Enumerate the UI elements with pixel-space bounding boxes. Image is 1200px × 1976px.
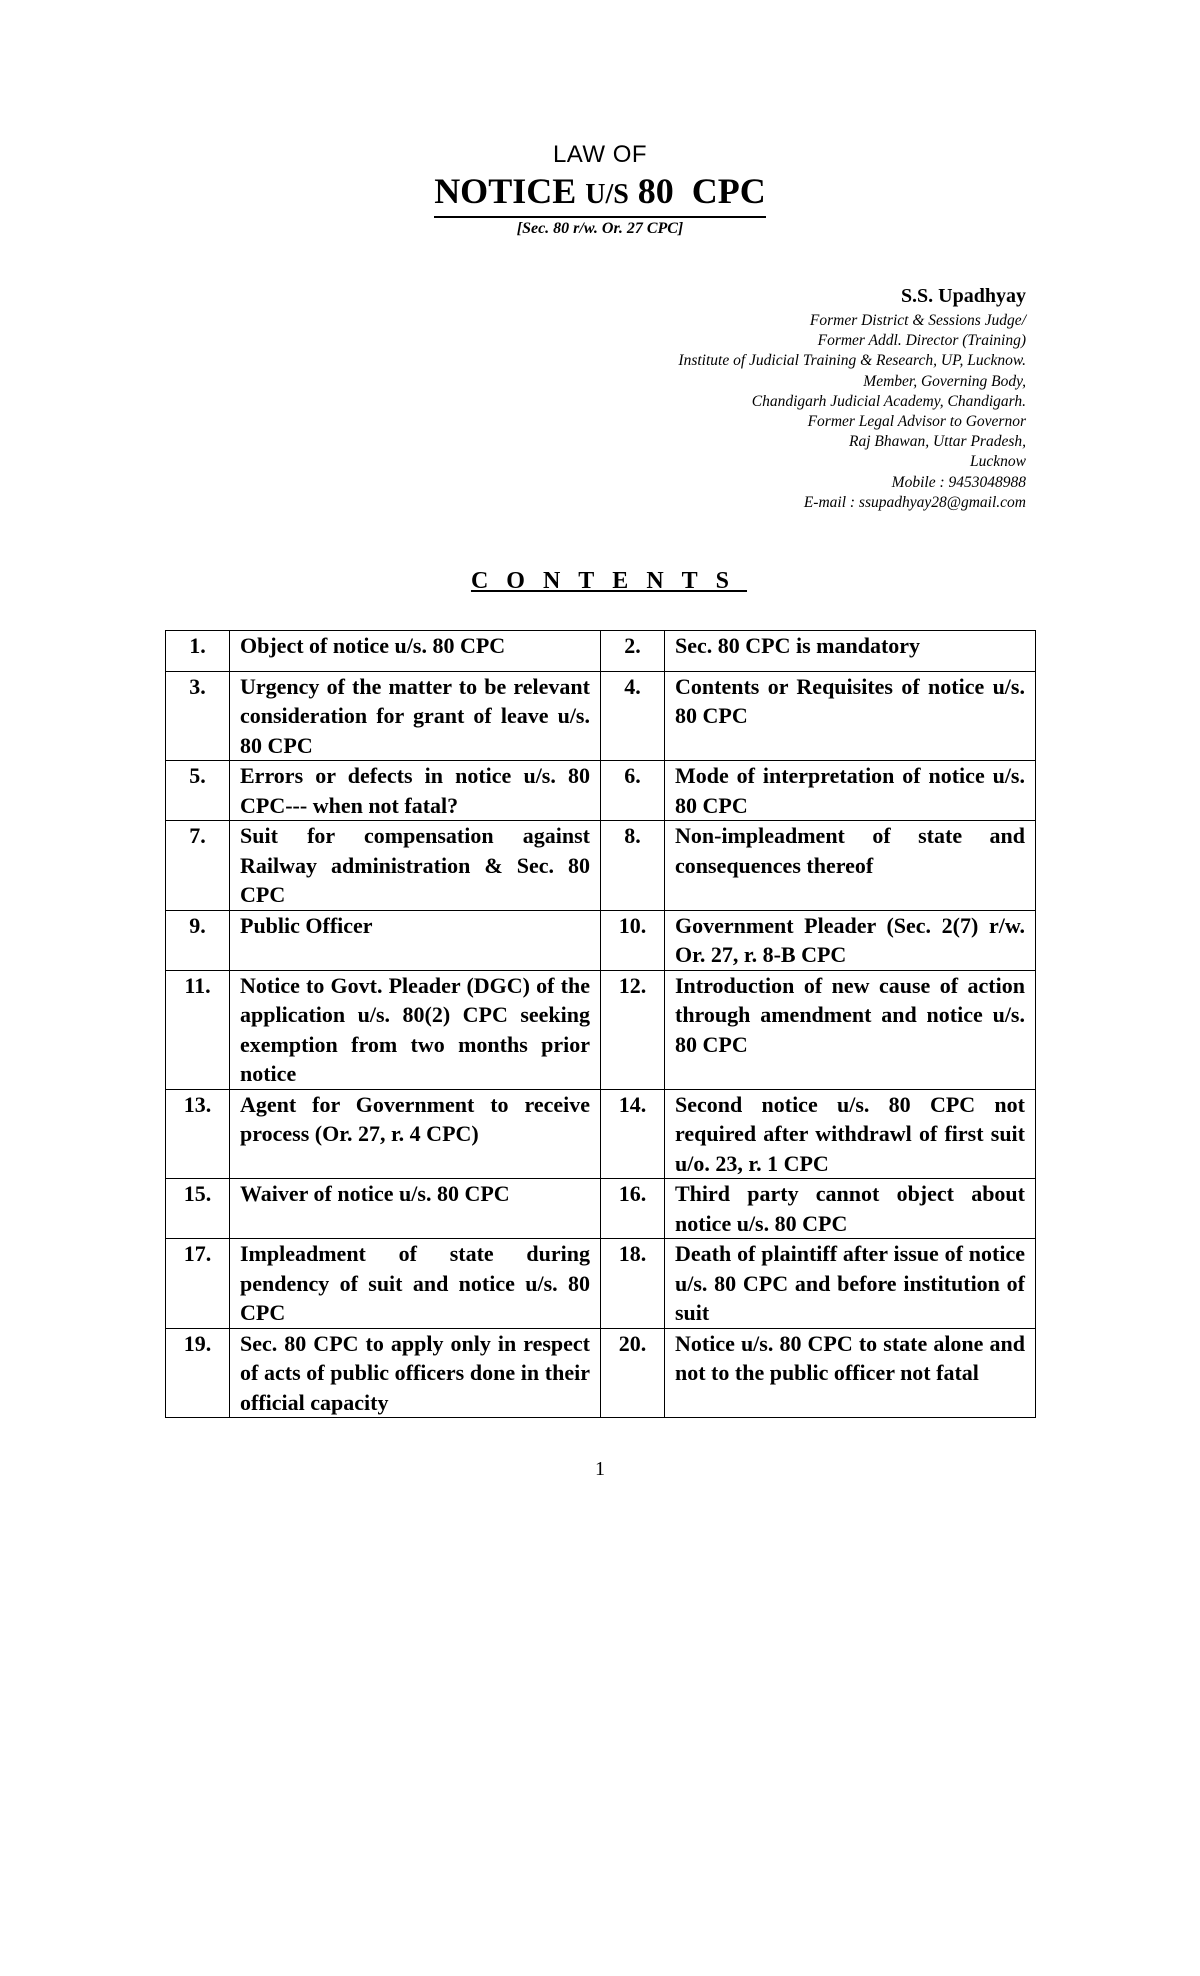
item-title: Third party cannot object about notice u/s. 80 CPC xyxy=(665,1179,1036,1239)
title-block xyxy=(0,140,1200,240)
item-title: Notice to Govt. Pleader (DGC) of the application u/s. 80(2) CPC seeking exemption from two months prior notice xyxy=(230,970,601,1089)
author-line: Chandigarh Judicial Academy, Chandigarh. xyxy=(751,392,1026,410)
item-number: 11. xyxy=(166,970,230,1089)
item-number: 17. xyxy=(166,1239,230,1329)
table-row xyxy=(166,1239,1036,1329)
contents-table xyxy=(165,630,1036,1418)
item-number: 14. xyxy=(601,1089,665,1179)
table-row xyxy=(166,910,1036,970)
item-title: Second notice u/s. 80 CPC not required after withdrawl of first suit u/o. 23, r. 1 CPC xyxy=(665,1089,1036,1179)
item-title: Death of plaintiff after issue of notice u/s. 80 CPC and before institution of suit xyxy=(665,1239,1036,1329)
item-number: 16. xyxy=(601,1179,665,1239)
contents-heading xyxy=(0,568,1200,595)
item-title: Notice u/s. 80 CPC to state alone and not to the public officer not fatal xyxy=(665,1328,1036,1418)
item-number: 5. xyxy=(166,761,230,821)
item-title: Mode of interpretation of notice u/s. 80 CPC xyxy=(665,761,1036,821)
table-row xyxy=(166,1089,1036,1179)
item-title: Urgency of the matter to be relevant consideration for grant of leave u/s. 80 CPC xyxy=(230,671,601,761)
item-title: Government Pleader (Sec. 2(7) r/w. Or. 27, r. 8-B CPC xyxy=(665,910,1036,970)
author-line: Raj Bhawan, Uttar Pradesh, xyxy=(849,433,1026,451)
subtitle: [Sec. 80 r/w. Or. 27 CPC] xyxy=(516,220,684,237)
item-title: Agent for Government to receive process (Or. 27, r. 4 CPC) xyxy=(230,1089,601,1179)
contents-heading-text: CONTENTS xyxy=(470,568,748,594)
table-row xyxy=(166,631,1036,672)
item-title: Errors or defects in notice u/s. 80 CPC--- when not fatal? xyxy=(230,761,601,821)
item-title: Object of notice u/s. 80 CPC xyxy=(230,631,601,672)
author-line: Former Addl. Director (Training) xyxy=(817,332,1026,350)
table-row xyxy=(166,1179,1036,1239)
item-number: 1. xyxy=(166,631,230,672)
author-line: Member, Governing Body, xyxy=(863,372,1026,390)
item-title: Non-impleadment of state and consequences thereof xyxy=(665,821,1036,911)
author-name: S.S. Upadhyay xyxy=(900,285,1026,307)
item-number: 10. xyxy=(601,910,665,970)
item-number: 12. xyxy=(601,970,665,1089)
law-of-label: LAW OF xyxy=(552,141,648,168)
author-line: Former Legal Advisor to Governor xyxy=(807,413,1026,431)
author-email: E-mail : ssupadhyay28@gmail.com xyxy=(803,493,1026,511)
author-block xyxy=(678,283,1026,513)
author-line: Institute of Judicial Training & Research, UP, Lucknow. xyxy=(678,352,1026,370)
item-number: 4. xyxy=(601,671,665,761)
table-row xyxy=(166,1328,1036,1418)
item-number: 6. xyxy=(601,761,665,821)
author-mobile: Mobile : 9453048988 xyxy=(891,473,1026,491)
table-row xyxy=(166,761,1036,821)
item-number: 13. xyxy=(166,1089,230,1179)
item-number: 15. xyxy=(166,1179,230,1239)
item-title: Impleadment of state during pendency of suit and notice u/s. 80 CPC xyxy=(230,1239,601,1329)
table-row xyxy=(166,821,1036,911)
item-number: 20. xyxy=(601,1328,665,1418)
item-title: Introduction of new cause of action through amendment and notice u/s. 80 CPC xyxy=(665,970,1036,1089)
item-title: Waiver of notice u/s. 80 CPC xyxy=(230,1179,601,1239)
item-title: Public Officer xyxy=(230,910,601,970)
item-title: Contents or Requisites of notice u/s. 80 CPC xyxy=(665,671,1036,761)
item-number: 7. xyxy=(166,821,230,911)
item-number: 3. xyxy=(166,671,230,761)
item-number: 19. xyxy=(166,1328,230,1418)
item-number: 18. xyxy=(601,1239,665,1329)
item-title: Sec. 80 CPC to apply only in respect of acts of public officers done in their official capacity xyxy=(230,1328,601,1418)
main-title-part1: NOTICE xyxy=(434,171,586,211)
author-line: Former District & Sessions Judge/ xyxy=(809,312,1026,329)
item-title: Sec. 80 CPC is mandatory xyxy=(665,631,1036,672)
item-title: Suit for compensation against Railway administration & Sec. 80 CPC xyxy=(230,821,601,911)
table-row xyxy=(166,671,1036,761)
page-number: 1 xyxy=(595,1458,605,1480)
table-row xyxy=(166,970,1036,1089)
item-number: 8. xyxy=(601,821,665,911)
item-number: 9. xyxy=(166,910,230,970)
item-number: 2. xyxy=(601,631,665,672)
main-title-part2: U/S xyxy=(585,179,629,210)
main-title xyxy=(434,170,766,218)
main-title-part3: 80 CPC xyxy=(628,171,766,211)
author-line: Lucknow xyxy=(970,453,1026,471)
